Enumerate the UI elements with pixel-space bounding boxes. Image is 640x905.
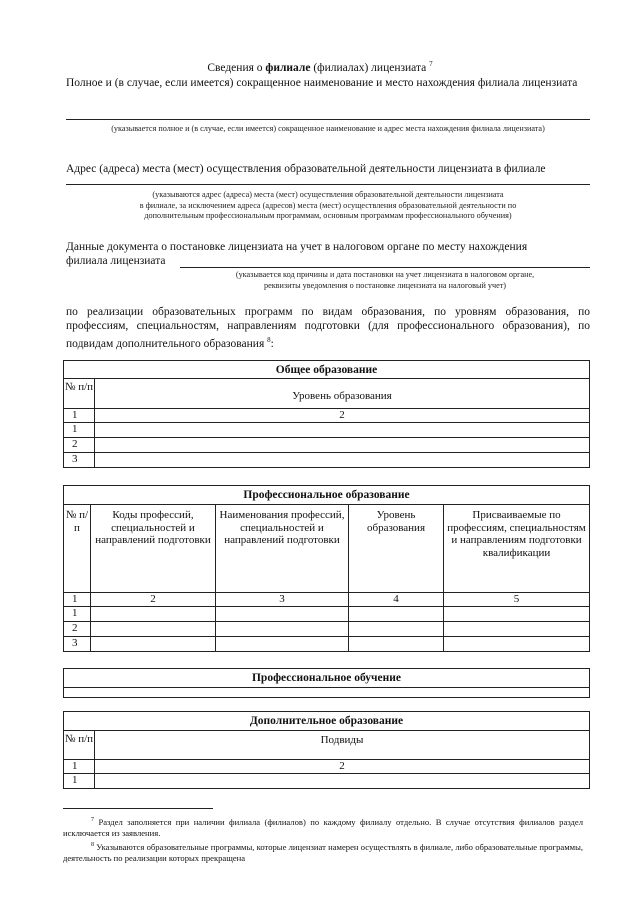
programs-intro: по реализации образовательных программ по видам образования, по уровням образования, по профессиям, специальностям, направлениям подготовки (для профессионального образования), по подвидам дополнительного образования $^8$:: [66, 306, 590, 350]
tax-registration-label: Данные документа о постановке лицензиата на учет в налоговом органе по месту нахождения: [66, 241, 528, 253]
tax-registration-field-line[interactable]: [180, 267, 590, 268]
table-row-cell[interactable]: [95, 453, 590, 468]
footnote-8: $^8$ Указываются образовательные программы, которые лицензиат намерен осуществлять в филиале, либо образовательные программы, деятельность по реализации которых прекращена: [63, 841, 583, 863]
branch-address-hint: (указываются адрес (адреса) места (мест) осуществления образовательной деятельности лицензиата в филиале, за исключением адреса (адресов) места (мест) осуществления образовательной деятельности по дополнительным профессиональным программам, основным программам профессионального обучения): [139, 190, 517, 220]
col-num-header: № п/п: [64, 505, 91, 593]
table-row-num: 2: [64, 622, 91, 637]
col-num-header: № п/п: [64, 731, 95, 760]
branch-name-hint: (указывается полное и (в случае, если имеется) сокращенное наименование и адрес места нахождения филиала лицензиата): [111, 124, 545, 133]
general-education-title: Общее образование: [64, 361, 590, 379]
col-codes-header: Коды профессий, специальностей и направлений подготовки: [91, 505, 216, 593]
table-row-cell[interactable]: [349, 622, 444, 637]
table-row-num: 3: [64, 453, 95, 468]
professional-education-table: [63, 485, 590, 652]
table-row-cell[interactable]: [349, 607, 444, 622]
branch-name-label: Полное и (в случае, если имеется) сокращенное наименование и место нахождения филиала лицензиата: [66, 77, 578, 89]
table-row-num: 1: [64, 423, 95, 438]
index-cell: 5: [444, 593, 590, 607]
table-row-num: 1: [64, 607, 91, 622]
table-row-cell[interactable]: [95, 774, 590, 789]
general-education-table: [63, 360, 590, 468]
page-title: Сведения о филиале (филиалах) лицензиата $^7$: [207, 60, 433, 74]
col-num-header: № п/п: [64, 379, 95, 409]
index-cell: 2: [91, 593, 216, 607]
table-row-cell[interactable]: [216, 637, 349, 652]
index-cell: 2: [95, 760, 590, 774]
table-row-cell[interactable]: [64, 688, 590, 698]
footnote-divider: [63, 808, 213, 809]
table-row-cell[interactable]: [91, 637, 216, 652]
professional-training-table: [63, 668, 590, 698]
professional-training-title: Профессиональное обучение: [64, 669, 590, 688]
professional-education-title: Профессиональное образование: [64, 486, 590, 505]
table-row-cell[interactable]: [95, 423, 590, 438]
table-row-cell[interactable]: [444, 637, 590, 652]
table-row-num: 1: [64, 774, 95, 789]
table-row-cell[interactable]: [95, 438, 590, 453]
additional-education-title: Дополнительное образование: [64, 712, 590, 731]
branch-address-label: Адрес (адреса) места (мест) осуществления образовательной деятельности лицензиата в филиале: [66, 163, 546, 175]
tax-registration-label-2: филиала лицензиата: [66, 255, 166, 267]
table-row-cell[interactable]: [216, 622, 349, 637]
table-row-cell[interactable]: [216, 607, 349, 622]
table-row-num: 3: [64, 637, 91, 652]
index-cell: 3: [216, 593, 349, 607]
table-row-cell[interactable]: [91, 607, 216, 622]
table-row-cell[interactable]: [91, 622, 216, 637]
table-row-cell[interactable]: [349, 637, 444, 652]
additional-education-table: [63, 711, 590, 789]
col-names-header: Наименования профессий, специальностей и направлений подготовки: [216, 505, 349, 593]
table-row-cell[interactable]: [444, 607, 590, 622]
index-cell: 2: [95, 409, 590, 423]
index-cell: 1: [64, 409, 95, 423]
footnote-7: $^7$ Раздел заполняется при наличии филиала (филиалов) по каждому филиалу отдельно. В случае отсутствия филиалов раздел исключается из заявления.: [63, 816, 583, 838]
col-level-header: Уровень образования: [95, 379, 590, 409]
col-subtypes-header: Подвиды: [95, 731, 590, 760]
index-cell: 1: [64, 760, 95, 774]
branch-address-field-line[interactable]: [66, 184, 590, 185]
table-row-num: 2: [64, 438, 95, 453]
branch-name-field-line[interactable]: [66, 119, 590, 120]
index-cell: 4: [349, 593, 444, 607]
col-level-header: Уровень образования: [349, 505, 444, 593]
tax-registration-hint: (указывается код причины и дата постановки на учет лицензиата в налоговом органе, реквизиты уведомления о постановке лицензиата на налоговый учет): [235, 270, 535, 290]
col-qualifications-header: Присваиваемые по профессиям, специальностям и направлениям подготовки квалификации: [444, 505, 590, 593]
index-cell: 1: [64, 593, 91, 607]
title-bold: филиале: [265, 61, 311, 74]
table-row-cell[interactable]: [444, 622, 590, 637]
